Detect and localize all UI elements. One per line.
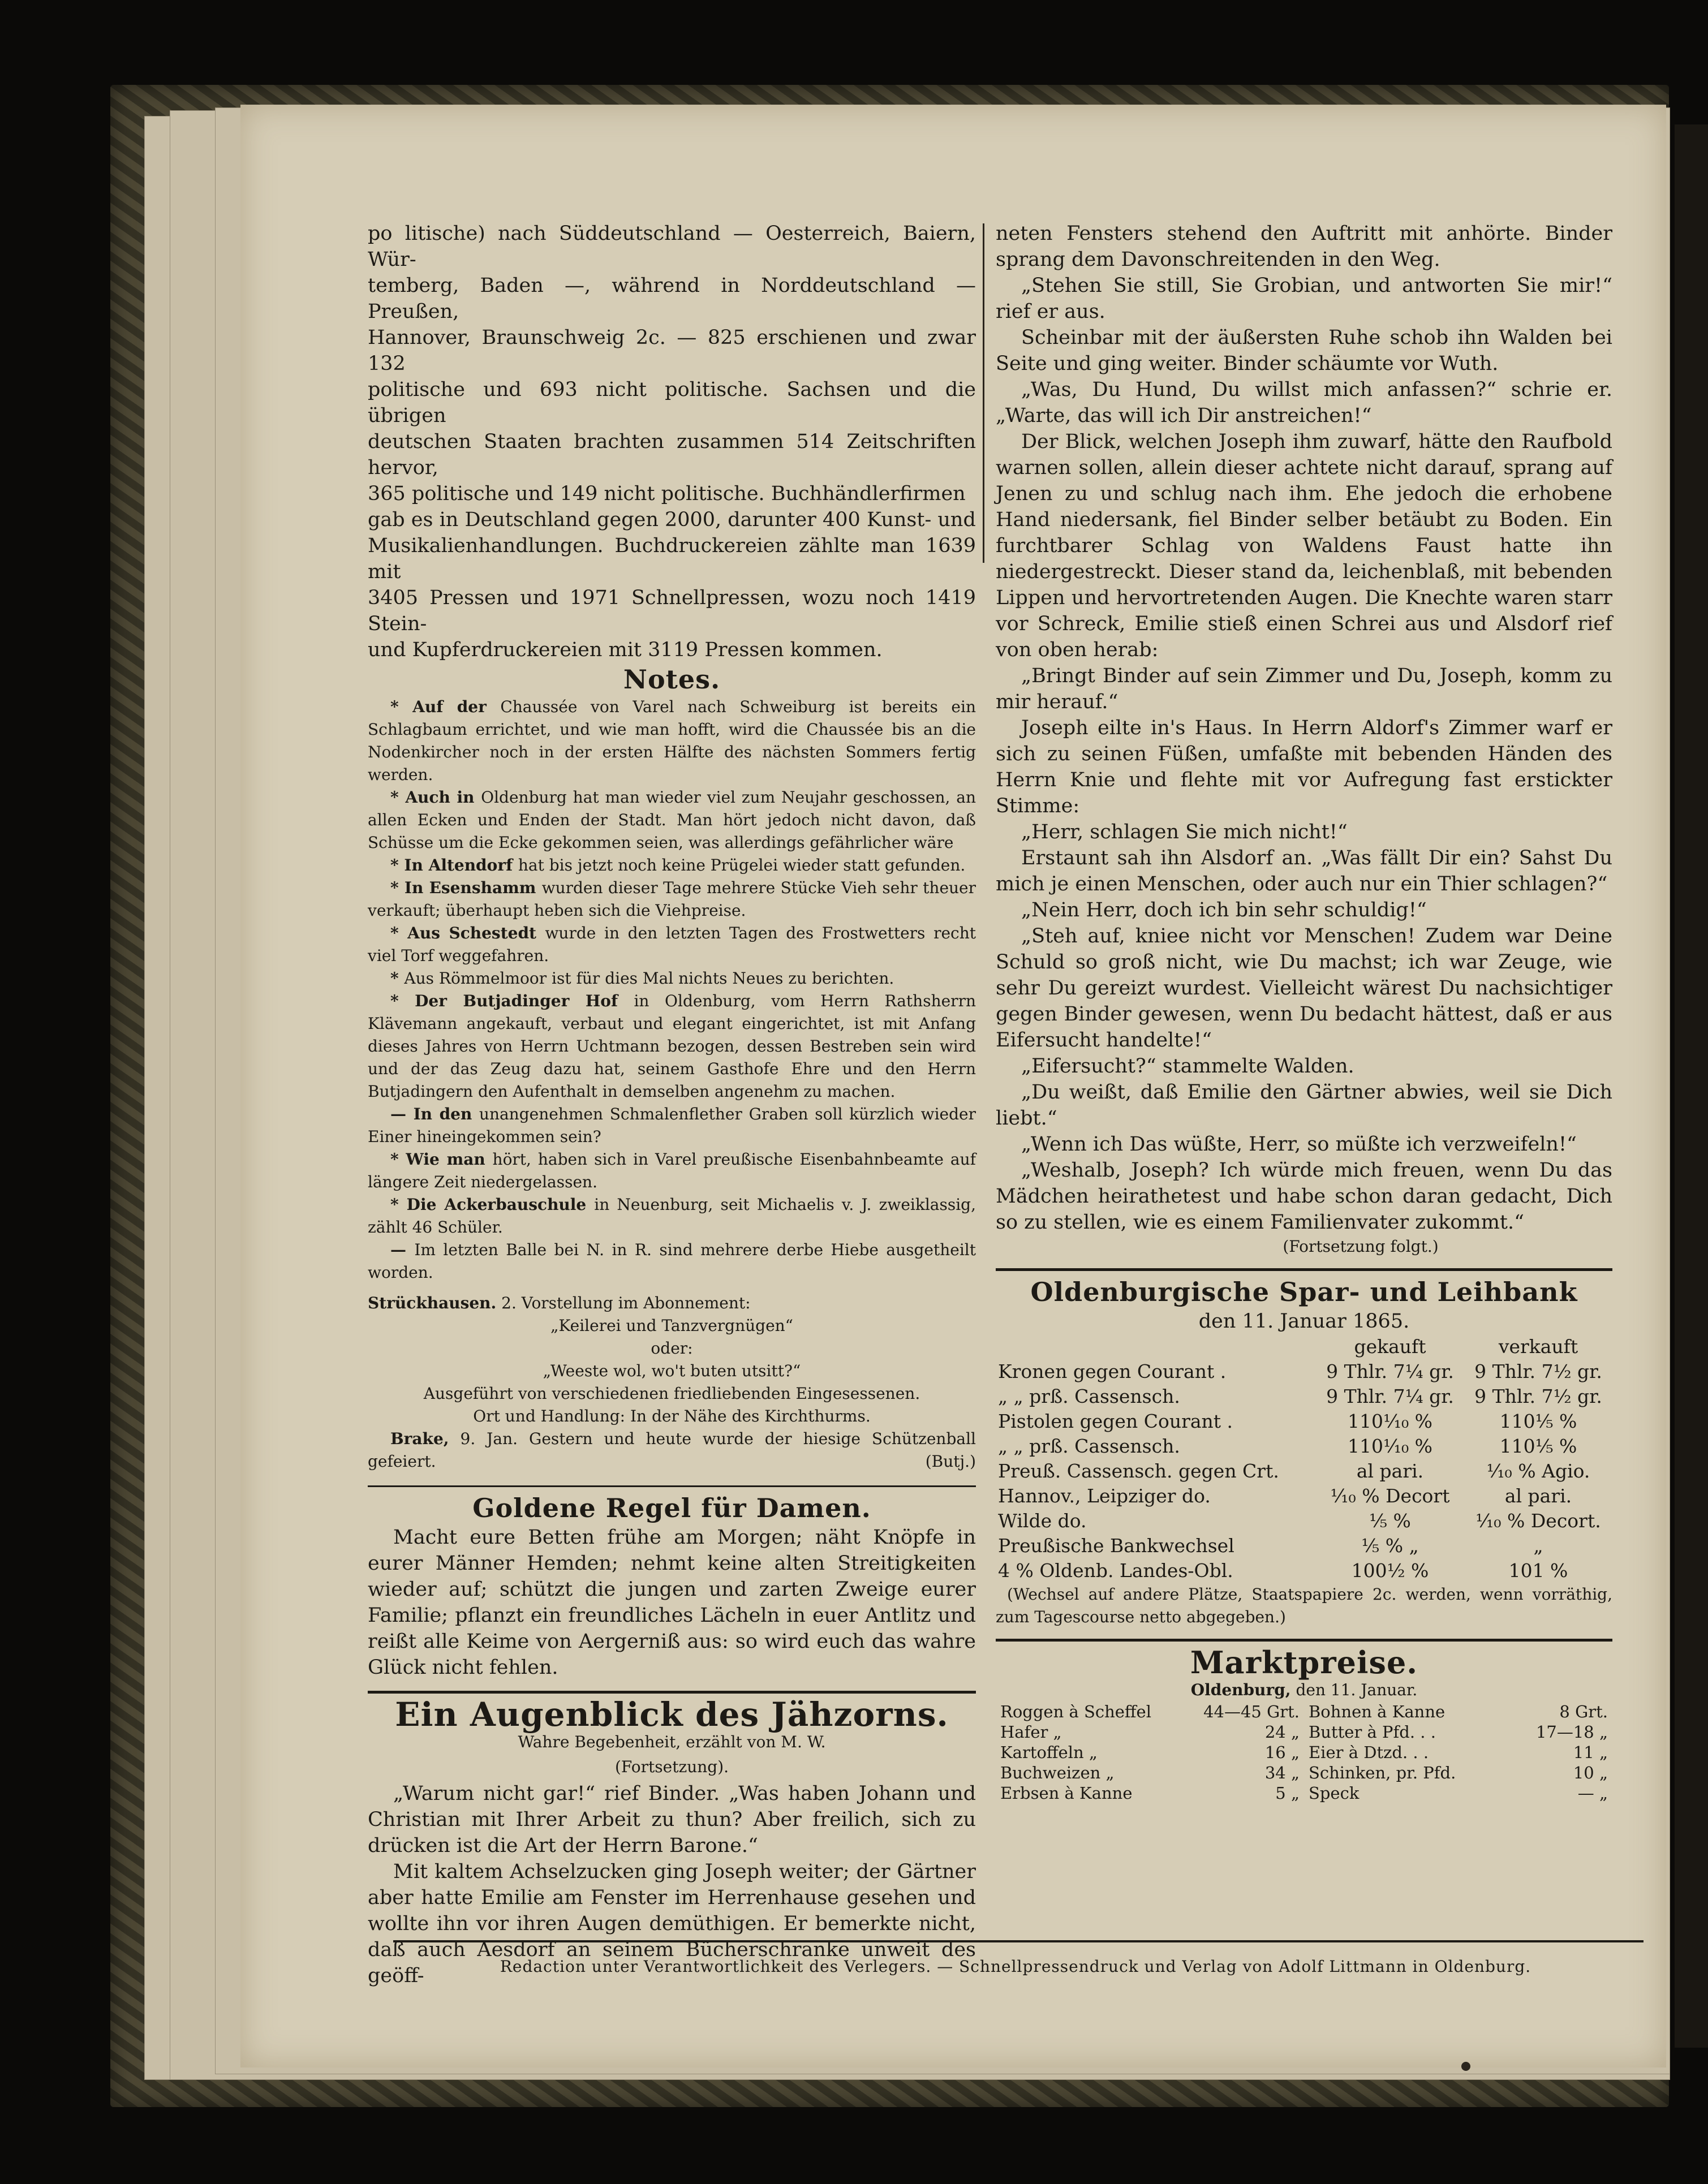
note-text: hört, haben sich in Varel preußische Eisenbahnbeamte auf längere Zeit niedergelassen.	[368, 1150, 976, 1191]
text-line: Hannover, Braunschweig 2c. — 825 erschienen und zwar 132	[368, 326, 976, 375]
strueckhausen-lead: Strückhausen.	[368, 1294, 497, 1312]
note-text: wurde in den letzten Tagen des Frostwetters recht viel Torf weggefahren.	[368, 924, 976, 965]
bank-item-name: „ „ prß. Cassensch.	[998, 1385, 1180, 1407]
bank-buy-price: 110¹⁄₁₀ %	[1347, 1410, 1433, 1432]
notes-list	[368, 696, 976, 1284]
story-right-text	[996, 221, 1612, 1235]
market-row	[998, 1722, 1302, 1742]
market-item: Kartoffeln „	[1000, 1743, 1098, 1762]
story-paragraph: Erstaunt sah ihn Alsdorf an. „Was fällt Dir ein? Sahst Du mich je einen Menschen, oder auch nur ein Thier schlagen?“	[996, 847, 1612, 895]
text-line: und Kupferdruckereien mit 3119 Pressen kommen.	[368, 639, 883, 661]
market-item: Schinken, pr. Pfd.	[1309, 1763, 1456, 1782]
market-item: Buchweizen „	[1000, 1763, 1115, 1782]
bank-sell-price: 110⅕ %	[1499, 1435, 1577, 1457]
market-left-table	[998, 1701, 1302, 1803]
bank-row	[996, 1459, 1612, 1484]
note-lead: —	[390, 1240, 415, 1259]
market-price: 34 „	[1264, 1763, 1300, 1782]
bank-row	[996, 1409, 1612, 1434]
story-paragraph: Der Blick, welchen Joseph ihm zuwarf, hätte den Raufbold warnen sollen, allein dieser achtete nicht darauf, sprang auf Jenen zu und schlug nach ihm. Ehe jedoch die erhobene Hand niedersank, fiel Binder selber betäubt zu Boden. Ein furchtbarer Schlag von Waldens Faust hatte ihn niedergestreckt. Dieser stand da, leichenblaß, mit bebenden Lippen und hervortretenden Augen. Die Knechte waren starr vor Schreck, Emilie stieß einen Schrei aus und Alsdorf rief von oben herab:	[996, 430, 1612, 661]
bank-buy-price: ¹⁄₁₀ % Decort	[1330, 1485, 1450, 1507]
regel-heading: Goldene Regel für Damen.	[472, 1493, 871, 1523]
bank-sell-price: „	[1533, 1535, 1543, 1557]
story-paragraph: Scheinbar mit der äußersten Ruhe schob ihn Walden bei Seite und ging weiter. Binder schäumte vor Wuth.	[996, 326, 1612, 375]
note-lead: * Wie man	[390, 1150, 493, 1169]
bank-buy-price: ⅕ % „	[1361, 1535, 1419, 1557]
bank-buy-price: 9 Thlr. 7¼ gr.	[1326, 1360, 1454, 1382]
bank-item-name: 4 % Oldenb. Landes-Obl.	[998, 1560, 1233, 1582]
market-item: Erbsen à Kanne	[1000, 1784, 1133, 1803]
bank-row	[996, 1533, 1612, 1558]
note-item	[368, 696, 976, 786]
brake-lead: Brake,	[390, 1429, 449, 1448]
market-price: 5 „	[1275, 1784, 1300, 1803]
market-row	[998, 1701, 1302, 1722]
bank-sell-price: al pari.	[1504, 1485, 1572, 1507]
bank-item-name: Kronen gegen Courant .	[998, 1360, 1227, 1382]
bank-table	[996, 1334, 1612, 1583]
market-price: 44—45 Grt.	[1203, 1702, 1300, 1721]
bank-sell-price: ¹⁄₁₀ % Agio.	[1486, 1460, 1590, 1482]
note-lead: * Aus Schestedt	[390, 924, 545, 942]
bank-row	[996, 1509, 1612, 1533]
strueckhausen-line3: oder:	[651, 1339, 693, 1358]
column-divider	[983, 223, 984, 563]
market-row	[1306, 1763, 1610, 1783]
ink-dot	[1461, 2062, 1470, 2071]
market-item: Speck	[1309, 1784, 1359, 1803]
note-lead: * Der Butjadinger Hof	[390, 992, 634, 1010]
bank-buy-price: 100½ %	[1351, 1560, 1429, 1582]
bank-sell-price: 101 %	[1508, 1560, 1568, 1582]
note-item	[368, 1194, 976, 1239]
note-item	[368, 922, 976, 967]
bank-col-sell: verkauft	[1498, 1336, 1578, 1358]
market-row	[1306, 1783, 1610, 1803]
bank-row	[996, 1484, 1612, 1509]
bank-item-name: Preuß. Cassensch. gegen Crt.	[998, 1460, 1279, 1482]
note-item	[368, 854, 976, 877]
market-heading: Marktpreise.	[1190, 1644, 1418, 1681]
note-item	[368, 990, 976, 1103]
story-paragraph: „Du weißt, daß Emilie den Gärtner abwies, weil sie Dich liebt.“	[996, 1081, 1612, 1130]
market-price: 10 „	[1573, 1763, 1608, 1782]
market-item: Bohnen à Kanne	[1309, 1702, 1445, 1721]
note-item	[368, 1148, 976, 1194]
strueckhausen-line4: „Weeste wol, wo't buten utsitt?“	[543, 1362, 801, 1380]
brake-text: 9. Jan. Gestern und heute wurde der hiesige Schützenball gefeiert.	[368, 1429, 976, 1471]
bank-note: (Wechsel auf andere Plätze, Staatspapiere 2c. werden, wenn vorräthig, zum Tagescourse netto abgegeben.)	[996, 1585, 1612, 1626]
market-row	[998, 1742, 1302, 1763]
note-lead: * Auch in	[390, 788, 481, 807]
book-spine	[1675, 124, 1708, 2048]
footer-rule	[393, 1940, 1644, 1942]
intro-paragraph	[368, 221, 976, 663]
bank-sell-price: 9 Thlr. 7½ gr.	[1474, 1360, 1602, 1382]
imprint: Redaction unter Verantwortlichkeit des Verlegers. — Schnellpressendruck und Verlag von Adolf Littmann in Oldenburg.	[500, 1957, 1531, 1976]
divider	[996, 1268, 1612, 1271]
note-text: Aus Römmelmoor ist für dies Mal nichts Neues zu berichten.	[404, 969, 894, 988]
story-paragraph: „Steh auf, kniee nicht vor Menschen! Zudem war Deine Schuld so groß nicht, wie Du machst; ich war Zeuge, wie sehr Du gereizt wurdest. Vielleicht wärest Du nachsichtiger gegen Binder gewesen, wenn Du bedacht hättest, daß er aus Eifersucht handelte!“	[996, 925, 1612, 1052]
market-place: Oldenburg,	[1190, 1681, 1291, 1699]
story-paragraph: „Nein Herr, doch ich bin sehr schuldig!“	[1021, 899, 1427, 921]
bank-buy-price: 110¹⁄₁₀ %	[1347, 1435, 1433, 1457]
bank-row	[996, 1359, 1612, 1384]
market-date: den 11. Januar.	[1296, 1681, 1418, 1699]
bank-item-name: Preußische Bankwechsel	[998, 1535, 1234, 1557]
note-text: hat bis jetzt noch keine Prügelei wieder statt gefunden.	[518, 856, 966, 875]
market-row	[1306, 1701, 1610, 1722]
divider	[368, 1691, 976, 1694]
text-line: politische und 693 nicht politische. Sachsen und die übrigen	[368, 378, 976, 427]
note-text: in Oldenburg, vom Herrn Rathsherrn Klävemann angekauft, verbaut und elegant eingerichtet, ist mit Anfang dieses Jahres von Herrn Uchtmann bezogen, dessen Bestreben sein wird und der das Zeug dazu hat, seinem Gasthofe Ehre und den Herrn Butjadingern den Aufenthalt in demselben angenehm zu machen.	[368, 992, 976, 1101]
bank-row	[996, 1558, 1612, 1583]
story-paragraph: „Was, Du Hund, Du willst mich anfassen?“ schrie er. „Warte, das will ich Dir anstreichen!“	[996, 378, 1612, 427]
strueckhausen-line5: Ausgeführt von verschiedenen friedliebenden Eingesessenen.	[423, 1384, 920, 1403]
bank-item-name: Pistolen gegen Courant .	[998, 1410, 1233, 1432]
bank-sell-price: 9 Thlr. 7½ gr.	[1474, 1385, 1602, 1407]
bank-col-buy: gekauft	[1354, 1336, 1426, 1358]
note-lead: * Die Ackerbauschule	[390, 1195, 595, 1214]
left-column	[368, 221, 976, 1989]
text-line: deutschen Staaten brachten zusammen 514 Zeitschriften hervor,	[368, 430, 976, 479]
note-item	[368, 1239, 976, 1284]
story-heading: Ein Augenblick des Jähzorns.	[395, 1695, 949, 1734]
story-paragraph: Mit kaltem Achselzucken ging Joseph weiter; der Gärtner aber hatte Emilie am Fenster im Herrenhause gesehen und wollte ihn vor ihren Augen demüthigen. Er bemerkte nicht, daß auch Aesdorf an seinem Bücherschranke unweit des geöff-	[368, 1860, 976, 1987]
story-paragraph: „Stehen Sie still, Sie Grobian, und antworten Sie mir!“ rief er aus.	[996, 274, 1612, 323]
story-paragraph: „Herr, schlagen Sie mich nicht!“	[1021, 821, 1348, 843]
bank-item-name: Hannov., Leipziger do.	[998, 1485, 1211, 1507]
story-paragraph: „Eifersucht?“ stammelte Walden.	[1021, 1055, 1354, 1078]
text-line: po litische) nach Süddeutschland — Oesterreich, Baiern, Wür-	[368, 222, 976, 271]
market-item: Butter à Pfd. . .	[1309, 1722, 1436, 1742]
text-line: 365 politische und 149 nicht politische. Buchhändlerfirmen	[368, 483, 966, 505]
divider	[996, 1639, 1612, 1642]
market-row	[998, 1763, 1302, 1783]
text-line: Musikalienhandlungen. Buchdruckereien zählte man 1639 mit	[368, 535, 976, 583]
market-row	[1306, 1742, 1610, 1763]
story-paragraph: „Weshalb, Joseph? Ich würde mich freuen, wenn Du das Mädchen heirathetest und habe schon daran gedacht, Dich so zu stellen, wie es einem Familienvater zukommt.“	[996, 1159, 1612, 1234]
note-lead: * Auf der	[390, 697, 501, 716]
note-text: wurden dieser Tage mehrere Stücke Vieh sehr theuer verkauft; überhaupt heben sich die Viehpreise.	[368, 878, 976, 920]
bank-buy-price: al pari.	[1356, 1460, 1424, 1482]
story-paragraph: „Warum nicht gar!“ rief Binder. „Was haben Johann und Christian mit Ihrer Arbeit zu thun? Aber freilich, sich zu drücken ist die Art der Herrn Barone.“	[368, 1782, 976, 1857]
market-item: Roggen à Scheffel	[1000, 1702, 1151, 1721]
note-text: Chaussée von Varel nach Schweiburg ist bereits ein Schlagbaum errichtet, und wie man hofft, wird die Chaussée bis an die Nodenkircher noch in der ersten Hälfte des nächsten Sommers fertig werden.	[368, 697, 976, 784]
story-subtitle: Wahre Begebenheit, erzählt von M. W.	[518, 1733, 826, 1751]
strueckhausen-line1: 2. Vorstellung im Abonnement:	[501, 1294, 751, 1312]
right-column	[996, 221, 1612, 1803]
market-price: 8 Grt.	[1559, 1702, 1608, 1721]
market-price: 24 „	[1264, 1722, 1300, 1742]
note-text: in Neuenburg, seit Michaelis v. J. zweiklassig, zählt 46 Schüler.	[368, 1195, 976, 1237]
text-line: gab es in Deutschland gegen 2000, darunter 400 Kunst- und	[368, 509, 976, 531]
strueckhausen-line6: Ort und Handlung: In der Nähe des Kirchthurms.	[473, 1407, 871, 1425]
note-item	[368, 1103, 976, 1148]
bank-sell-price: 110⅕ %	[1499, 1410, 1577, 1432]
market-item: Hafer „	[1000, 1722, 1062, 1742]
note-lead: *	[390, 969, 405, 988]
market-item: Eier à Dtzd. . .	[1309, 1743, 1429, 1762]
note-lead: * In Esenshamm	[390, 878, 542, 897]
market-price: 16 „	[1264, 1743, 1300, 1762]
strueckhausen-notice	[368, 1292, 976, 1473]
note-item	[368, 786, 976, 854]
strueckhausen-line2: „Keilerei und Tanzvergnügen“	[550, 1316, 793, 1335]
market-price: — „	[1577, 1784, 1608, 1803]
market-price: 17—18 „	[1535, 1722, 1608, 1742]
divider	[368, 1485, 976, 1487]
brake-source: (Butj.)	[925, 1452, 976, 1471]
text-line: 3405 Pressen und 1971 Schnellpressen, wozu noch 1419 Stein-	[368, 587, 976, 635]
text-line: temberg, Baden —, während in Norddeutschland — Preußen,	[368, 274, 976, 323]
market-price: 11 „	[1573, 1743, 1608, 1762]
bank-header-row	[996, 1334, 1612, 1359]
story-paragraph: „Bringt Binder auf sein Zimmer und Du, Joseph, komm zu mir herauf.“	[996, 665, 1612, 713]
note-text: Oldenburg hat man wieder viel zum Neujahr geschossen, an allen Ecken und Enden der Stadt. Man hört jedoch nicht davon, daß Schüsse um die Ecke gekommen seien, was allerdings gefährlicher wäre	[368, 788, 976, 852]
bank-item-name: „ „ prß. Cassensch.	[998, 1435, 1180, 1457]
market-row	[1306, 1722, 1610, 1742]
story-paragraph: Joseph eilte in's Haus. In Herrn Aldorf's Zimmer warf er sich zu seinen Füßen, umfaßte mit bebenden Händen des Herrn Knie und flehte mit vor Aufregung fast erstickter Stimme:	[996, 717, 1612, 817]
regel-text: Macht eure Betten frühe am Morgen; näht Knöpfe in eurer Männer Hemden; nehmt keine alten Streitigkeiten wieder auf; schützt die jungen und zarten Zweige eurer Familie; pflanzt ein freundliches Lächeln in euer Antlitz und reißt alle Keime von Aergerniß aus: so wird euch das wahre Glück nicht fehlen.	[368, 1526, 976, 1679]
bank-item-name: Wilde do.	[998, 1510, 1087, 1532]
bank-buy-price: ⅕ %	[1369, 1510, 1411, 1532]
market-right-table	[1306, 1701, 1610, 1803]
note-lead: — In den	[390, 1105, 479, 1123]
bank-buy-price: 9 Thlr. 7¼ gr.	[1326, 1385, 1454, 1407]
story-continued: (Fortsetzung).	[614, 1757, 729, 1776]
newspaper-page	[240, 105, 1666, 2067]
bank-row	[996, 1434, 1612, 1459]
notes-heading: Notes.	[623, 664, 721, 695]
market-table	[996, 1701, 1612, 1803]
story-paragraph: neten Fensters stehend den Auftritt mit anhörte. Binder sprang dem Davonschreitenden in den Weg.	[996, 222, 1612, 271]
note-text: Im letzten Balle bei N. in R. sind mehrere derbe Hiebe ausgetheilt worden.	[368, 1240, 976, 1282]
note-item	[368, 967, 976, 990]
story-paragraph: „Wenn ich Das wüßte, Herr, so müßte ich verzweifeln!“	[1021, 1133, 1577, 1156]
note-item	[368, 877, 976, 922]
bank-sell-price: ¹⁄₁₀ % Decort.	[1475, 1510, 1601, 1532]
note-lead: * In Altendorf	[390, 856, 518, 875]
note-text: unangenehmen Schmalenflether Graben soll kürzlich wieder Einer hineingekommen sein?	[368, 1105, 976, 1146]
market-row	[998, 1783, 1302, 1803]
bank-row	[996, 1384, 1612, 1409]
bank-heading: Oldenburgische Spar- und Leihbank	[1030, 1277, 1578, 1307]
bank-date: den 11. Januar 1865.	[1198, 1310, 1410, 1333]
story-to-be-continued: (Fortsetzung folgt.)	[1283, 1237, 1439, 1256]
